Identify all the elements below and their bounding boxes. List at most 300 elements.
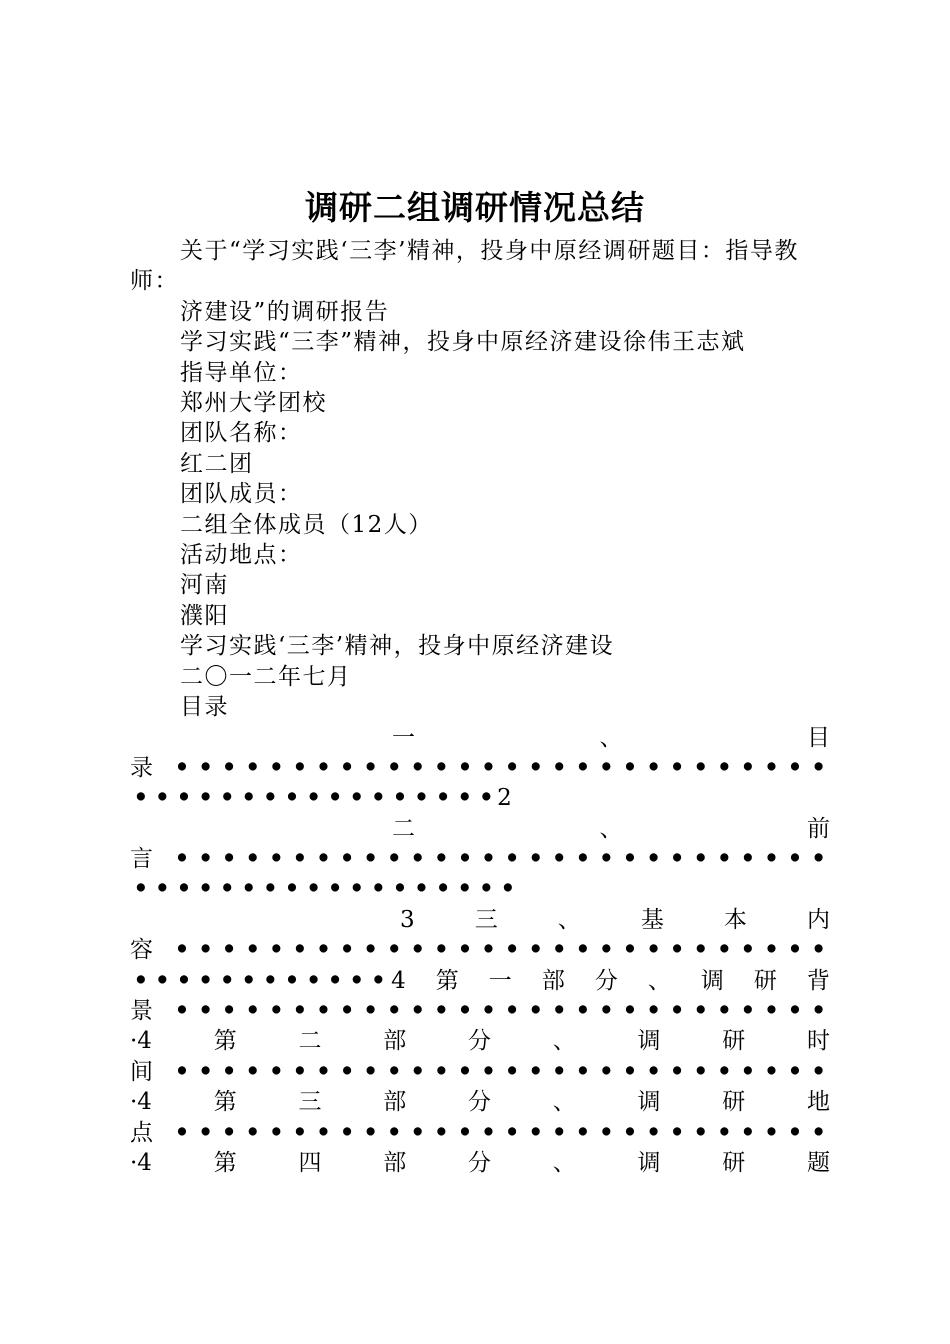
leader-dot: • — [284, 784, 300, 812]
leader-dot: • — [410, 997, 426, 1025]
leader-dot: • — [410, 753, 426, 781]
leader-dot: • — [363, 753, 378, 781]
leader-dot: • — [241, 784, 257, 812]
leader-dot: • — [241, 966, 257, 994]
toc-text: 研 — [722, 1149, 746, 1176]
toc-text: 调 — [637, 1028, 661, 1055]
toc-page-number: ·4 — [130, 1149, 152, 1176]
leader-dot: • — [155, 966, 170, 994]
leader-dot: • — [693, 1057, 709, 1085]
toc-text: 部 — [383, 1149, 407, 1176]
leader-dot: • — [646, 845, 661, 873]
leader-dot: • — [551, 936, 567, 964]
leader-dot: • — [457, 936, 473, 964]
leader-dot: • — [284, 966, 300, 994]
toc-heading: 目录 — [180, 694, 229, 721]
leader-dot: • — [245, 1118, 261, 1146]
toc-text: 题 — [806, 1149, 830, 1176]
leader-dot: • — [198, 845, 213, 873]
toc-line — [130, 1118, 830, 1148]
leader-dot: • — [306, 875, 321, 903]
toc-text: 分 — [594, 967, 618, 994]
dot-leader — [130, 874, 519, 904]
toc-text: 背 — [806, 967, 830, 994]
leader-dot: • — [414, 875, 429, 903]
paragraph: 河南 — [180, 572, 229, 599]
leader-dot: • — [693, 1118, 709, 1146]
leader-dot: • — [241, 875, 257, 903]
toc-line — [130, 1148, 830, 1178]
leader-dot: • — [551, 1118, 567, 1146]
toc-page-number: 2 — [497, 785, 512, 812]
toc-line — [130, 1087, 830, 1117]
leader-dot: • — [386, 845, 402, 873]
leader-dot: • — [646, 753, 661, 781]
leader-dot: • — [575, 1118, 591, 1146]
leader-dot: • — [245, 936, 261, 964]
leader-dot: • — [221, 845, 237, 873]
leader-dot: • — [787, 1118, 803, 1146]
leader-dot: • — [268, 936, 284, 964]
leader-dot: • — [787, 997, 803, 1025]
leader-dot: • — [370, 966, 386, 994]
leader-dot: • — [669, 753, 685, 781]
toc-text: 前 — [807, 815, 830, 842]
leader-dot: • — [410, 1057, 426, 1085]
toc-text: 部 — [383, 1089, 407, 1116]
leader-dot: • — [669, 1118, 685, 1146]
leader-dot: • — [292, 997, 308, 1025]
leader-dot: • — [811, 1118, 826, 1146]
dot-leader — [130, 966, 389, 996]
leader-dot: • — [268, 1057, 284, 1085]
leader-dot: • — [198, 1057, 213, 1085]
leader-dot: • — [504, 1118, 520, 1146]
leader-dot: • — [327, 875, 343, 903]
leader-dot: • — [434, 845, 449, 873]
leader-dot: • — [504, 753, 520, 781]
leader-dot: • — [245, 845, 261, 873]
leader-dot: • — [349, 875, 365, 903]
leader-dot: • — [504, 997, 520, 1025]
toc-line — [130, 814, 830, 844]
leader-dot: • — [174, 936, 190, 964]
leader-dot: • — [410, 1118, 426, 1146]
leader-dot: • — [528, 753, 544, 781]
leader-dot: • — [622, 845, 638, 873]
paragraph: 二〇一二年七月 — [180, 663, 352, 690]
leader-dot: • — [349, 784, 365, 812]
leader-dot: • — [316, 1118, 331, 1146]
paragraph: 关于“学习实践‘三李’精神，投身中原经调研题目：指导教师： — [130, 238, 799, 295]
toc-text: 二 — [298, 1028, 322, 1055]
leader-dot: • — [457, 753, 473, 781]
leader-dot: • — [263, 784, 278, 812]
leader-dot: • — [370, 875, 386, 903]
toc-text: 二 — [392, 815, 415, 842]
toc-text: 地 — [806, 1089, 830, 1116]
toc-line — [130, 966, 830, 996]
leader-dot: • — [339, 1057, 355, 1085]
leader-dot: • — [386, 936, 402, 964]
dot-leader — [130, 783, 497, 813]
leader-dot: • — [551, 753, 567, 781]
leader-dot: • — [221, 936, 237, 964]
leader-dot: • — [693, 845, 709, 873]
toc-text: 四 — [298, 1149, 322, 1176]
dot-leader — [171, 935, 830, 965]
leader-dot: • — [787, 1057, 803, 1085]
leader-dot: • — [434, 1118, 449, 1146]
toc-text: 三 — [298, 1089, 322, 1116]
toc-line — [130, 783, 830, 813]
leader-dot: • — [622, 753, 638, 781]
leader-dot: • — [646, 936, 661, 964]
leader-dot: • — [575, 936, 591, 964]
toc-line — [130, 996, 830, 1026]
leader-dot: • — [669, 845, 685, 873]
leader-dot: • — [292, 1118, 308, 1146]
toc-text: 、 — [552, 1149, 576, 1176]
leader-dot: • — [457, 784, 473, 812]
leader-dot: • — [764, 936, 779, 964]
leader-dot: • — [386, 1118, 402, 1146]
leader-dot: • — [198, 1118, 213, 1146]
leader-dot: • — [155, 875, 170, 903]
leader-dot: • — [457, 845, 473, 873]
leader-dot: • — [370, 784, 386, 812]
leader-dot: • — [787, 936, 803, 964]
leader-dot: • — [292, 753, 308, 781]
toc-text: 本 — [723, 906, 747, 933]
leader-dot: • — [268, 753, 284, 781]
toc-text: 三 — [474, 906, 498, 933]
leader-dot: • — [716, 1057, 732, 1085]
leader-dot: • — [481, 1057, 496, 1085]
leader-dot: • — [176, 966, 192, 994]
leader-dot: • — [133, 875, 149, 903]
leader-dot: • — [481, 997, 496, 1025]
leader-dot: • — [219, 784, 235, 812]
leader-dot: • — [551, 1057, 567, 1085]
dot-leader — [171, 753, 830, 783]
leader-dot: • — [292, 1057, 308, 1085]
leader-dot: • — [551, 845, 567, 873]
toc-text: 、 — [599, 815, 623, 842]
toc-text: 调 — [637, 1149, 661, 1176]
leader-dot: • — [599, 936, 614, 964]
toc-text: 、 — [599, 724, 623, 751]
toc-line — [130, 753, 830, 783]
leader-dot: • — [316, 936, 331, 964]
leader-dot: • — [392, 784, 408, 812]
toc-line — [130, 905, 830, 935]
leader-dot: • — [292, 936, 308, 964]
leader-dot: • — [646, 1057, 661, 1085]
leader-dot: • — [363, 1118, 378, 1146]
leader-dot: • — [219, 875, 235, 903]
paragraph: 学习实践‘三李’精神，投身中原经济建设 — [180, 633, 615, 660]
leader-dot: • — [504, 936, 520, 964]
leader-dot: • — [410, 845, 426, 873]
toc-entry-text — [391, 966, 830, 996]
leader-dot: • — [316, 997, 331, 1025]
leader-dot: • — [575, 1057, 591, 1085]
paragraph: 活动地点： — [180, 542, 303, 569]
leader-dot: • — [669, 997, 685, 1025]
leader-dot: • — [198, 966, 213, 994]
leader-dot: • — [268, 845, 284, 873]
leader-dot: • — [306, 966, 321, 994]
leader-dot: • — [245, 1057, 261, 1085]
leader-dot: • — [716, 753, 732, 781]
dot-leader — [171, 1118, 830, 1148]
leader-dot: • — [434, 997, 449, 1025]
leader-dot: • — [716, 936, 732, 964]
toc-text: 、 — [647, 967, 671, 994]
toc-text: 内 — [806, 906, 830, 933]
leader-dot: • — [716, 845, 732, 873]
toc-text: 目 — [807, 724, 830, 751]
toc-page-number: 3 — [400, 906, 415, 933]
toc-text: 、 — [557, 906, 581, 933]
toc-text: 点 — [130, 1119, 153, 1146]
toc-text: 第 — [213, 1089, 237, 1116]
leader-dot: • — [457, 875, 473, 903]
paragraph: 红二团 — [180, 450, 254, 477]
paragraph: 指导单位： — [180, 359, 303, 386]
paragraph: 团队成员： — [180, 481, 303, 508]
leader-dot: • — [622, 936, 638, 964]
leader-dot: • — [386, 997, 402, 1025]
leader-dot: • — [339, 1118, 355, 1146]
dot-leader — [171, 996, 830, 1026]
toc-page-number: ·4 — [130, 1089, 152, 1116]
leader-dot: • — [500, 875, 516, 903]
leader-dot: • — [363, 936, 378, 964]
toc-text: 第 — [435, 967, 459, 994]
leader-dot: • — [622, 997, 638, 1025]
leader-dot: • — [414, 784, 429, 812]
leader-dot: • — [386, 753, 402, 781]
leader-dot: • — [435, 784, 451, 812]
leader-dot: • — [787, 845, 803, 873]
leader-dot: • — [599, 997, 614, 1025]
leader-dot: • — [740, 753, 756, 781]
leader-dot: • — [363, 845, 378, 873]
leader-dot: • — [740, 1118, 756, 1146]
document-body — [130, 236, 830, 1178]
leader-dot: • — [575, 845, 591, 873]
leader-dot: • — [392, 875, 408, 903]
toc-text: 、 — [552, 1028, 576, 1055]
leader-dot: • — [622, 1118, 638, 1146]
leader-dot: • — [599, 845, 614, 873]
toc-text: 一 — [488, 967, 512, 994]
leader-dot: • — [646, 1118, 661, 1146]
toc-text: 时 — [806, 1028, 830, 1055]
toc-text: 部 — [541, 967, 565, 994]
toc-line — [130, 844, 830, 874]
toc-line — [130, 935, 830, 965]
leader-dot: • — [481, 936, 496, 964]
leader-dot: • — [339, 845, 355, 873]
leader-dot: • — [435, 875, 451, 903]
leader-dot: • — [787, 753, 803, 781]
paragraph: 学习实践“三李”精神，投身中原经济建设徐伟王志斌 — [180, 329, 746, 356]
toc-text: 调 — [637, 1089, 661, 1116]
toc-text: 容 — [130, 937, 153, 964]
leader-dot: • — [811, 753, 826, 781]
leader-dot: • — [622, 1057, 638, 1085]
leader-dot: • — [386, 1057, 402, 1085]
leader-dot: • — [478, 875, 494, 903]
paragraph: 团队名称： — [180, 420, 303, 447]
leader-dot: • — [174, 997, 190, 1025]
leader-dot: • — [811, 845, 826, 873]
leader-dot: • — [221, 1118, 237, 1146]
dot-leader — [171, 844, 830, 874]
leader-dot: • — [221, 1057, 237, 1085]
leader-dot: • — [740, 936, 756, 964]
leader-dot: • — [551, 997, 567, 1025]
toc-text: 一 — [392, 724, 415, 751]
leader-dot: • — [221, 997, 237, 1025]
leader-dot: • — [268, 997, 284, 1025]
toc-text: 调 — [700, 967, 724, 994]
toc-text: 第 — [213, 1028, 237, 1055]
toc-page-number: 4 — [391, 967, 406, 994]
leader-dot: • — [221, 753, 237, 781]
toc-text: 第 — [213, 1149, 237, 1176]
toc-text: 间 — [130, 1058, 153, 1085]
leader-dot: • — [575, 753, 591, 781]
leader-dot: • — [481, 1118, 496, 1146]
leader-dot: • — [327, 966, 343, 994]
leader-dot: • — [764, 1118, 779, 1146]
leader-dot: • — [716, 1118, 732, 1146]
toc-text: 录 — [130, 754, 153, 781]
leader-dot: • — [481, 845, 496, 873]
toc-text: 言 — [130, 846, 153, 873]
leader-dot: • — [263, 875, 278, 903]
paragraph: 济建设”的调研报告 — [180, 298, 390, 325]
leader-dot: • — [245, 997, 261, 1025]
leader-dot: • — [284, 875, 300, 903]
leader-dot: • — [528, 845, 544, 873]
toc-text: 分 — [467, 1149, 491, 1176]
leader-dot: • — [176, 784, 192, 812]
leader-dot: • — [740, 997, 756, 1025]
leader-dot: • — [669, 1057, 685, 1085]
leader-dot: • — [434, 1057, 449, 1085]
toc-text: 分 — [467, 1089, 491, 1116]
leader-dot: • — [528, 997, 544, 1025]
toc-text: 景 — [130, 998, 153, 1025]
leader-dot: • — [716, 997, 732, 1025]
paragraph: 二组全体成员（12人） — [180, 511, 433, 538]
leader-dot: • — [457, 997, 473, 1025]
leader-dot: • — [575, 997, 591, 1025]
toc-line — [130, 1026, 830, 1056]
toc-line — [130, 874, 830, 904]
toc-text: 研 — [722, 1089, 746, 1116]
toc-line — [130, 723, 830, 753]
leader-dot: • — [599, 1057, 614, 1085]
leader-dot: • — [646, 997, 661, 1025]
toc-text: 研 — [753, 967, 777, 994]
leader-dot: • — [198, 753, 213, 781]
leader-dot: • — [316, 845, 331, 873]
leader-dot: • — [764, 1057, 779, 1085]
leader-dot: • — [316, 1057, 331, 1085]
toc-text: 分 — [467, 1028, 491, 1055]
leader-dot: • — [693, 936, 709, 964]
leader-dot: • — [176, 875, 192, 903]
leader-dot: • — [198, 997, 213, 1025]
leader-dot: • — [478, 784, 494, 812]
toc-text: 基 — [640, 906, 664, 933]
leader-dot: • — [481, 753, 496, 781]
leader-dot: • — [292, 845, 308, 873]
leader-dot: • — [528, 1057, 544, 1085]
leader-dot: • — [434, 936, 449, 964]
toc-page-number: ·4 — [130, 1028, 152, 1055]
leader-dot: • — [693, 997, 709, 1025]
leader-dot: • — [219, 966, 235, 994]
leader-dot: • — [198, 875, 213, 903]
leader-dot: • — [198, 784, 213, 812]
leader-dot: • — [693, 753, 709, 781]
leader-dot: • — [811, 997, 826, 1025]
leader-dot: • — [457, 1118, 473, 1146]
leader-dot: • — [599, 1118, 614, 1146]
leader-dot: • — [268, 1118, 284, 1146]
leader-dot: • — [764, 845, 779, 873]
leader-dot: • — [740, 1057, 756, 1085]
leader-dot: • — [155, 784, 170, 812]
leader-dot: • — [174, 845, 190, 873]
leader-dot: • — [764, 997, 779, 1025]
toc-text: 部 — [383, 1028, 407, 1055]
leader-dot: • — [363, 997, 378, 1025]
paragraph: 郑州大学团校 — [180, 390, 327, 417]
leader-dot: • — [339, 936, 355, 964]
leader-dot: • — [599, 753, 614, 781]
leader-dot: • — [316, 753, 331, 781]
toc-line — [130, 1057, 830, 1087]
leader-dot: • — [434, 753, 449, 781]
leader-dot: • — [528, 1118, 544, 1146]
leader-dot: • — [740, 845, 756, 873]
leader-dot: • — [528, 936, 544, 964]
leader-dot: • — [457, 1057, 473, 1085]
leader-dot: • — [339, 997, 355, 1025]
leader-dot: • — [174, 753, 190, 781]
paragraph: 濮阳 — [180, 602, 229, 629]
leader-dot: • — [133, 784, 149, 812]
leader-dot: • — [245, 753, 261, 781]
leader-dot: • — [174, 1057, 190, 1085]
leader-dot: • — [669, 936, 685, 964]
leader-dot: • — [174, 1118, 190, 1146]
page-title: 调研二组调研情况总结 — [305, 188, 645, 227]
leader-dot: • — [306, 784, 321, 812]
toc-text: 研 — [722, 1028, 746, 1055]
leader-dot: • — [504, 1057, 520, 1085]
leader-dot: • — [410, 936, 426, 964]
leader-dot: • — [349, 966, 365, 994]
